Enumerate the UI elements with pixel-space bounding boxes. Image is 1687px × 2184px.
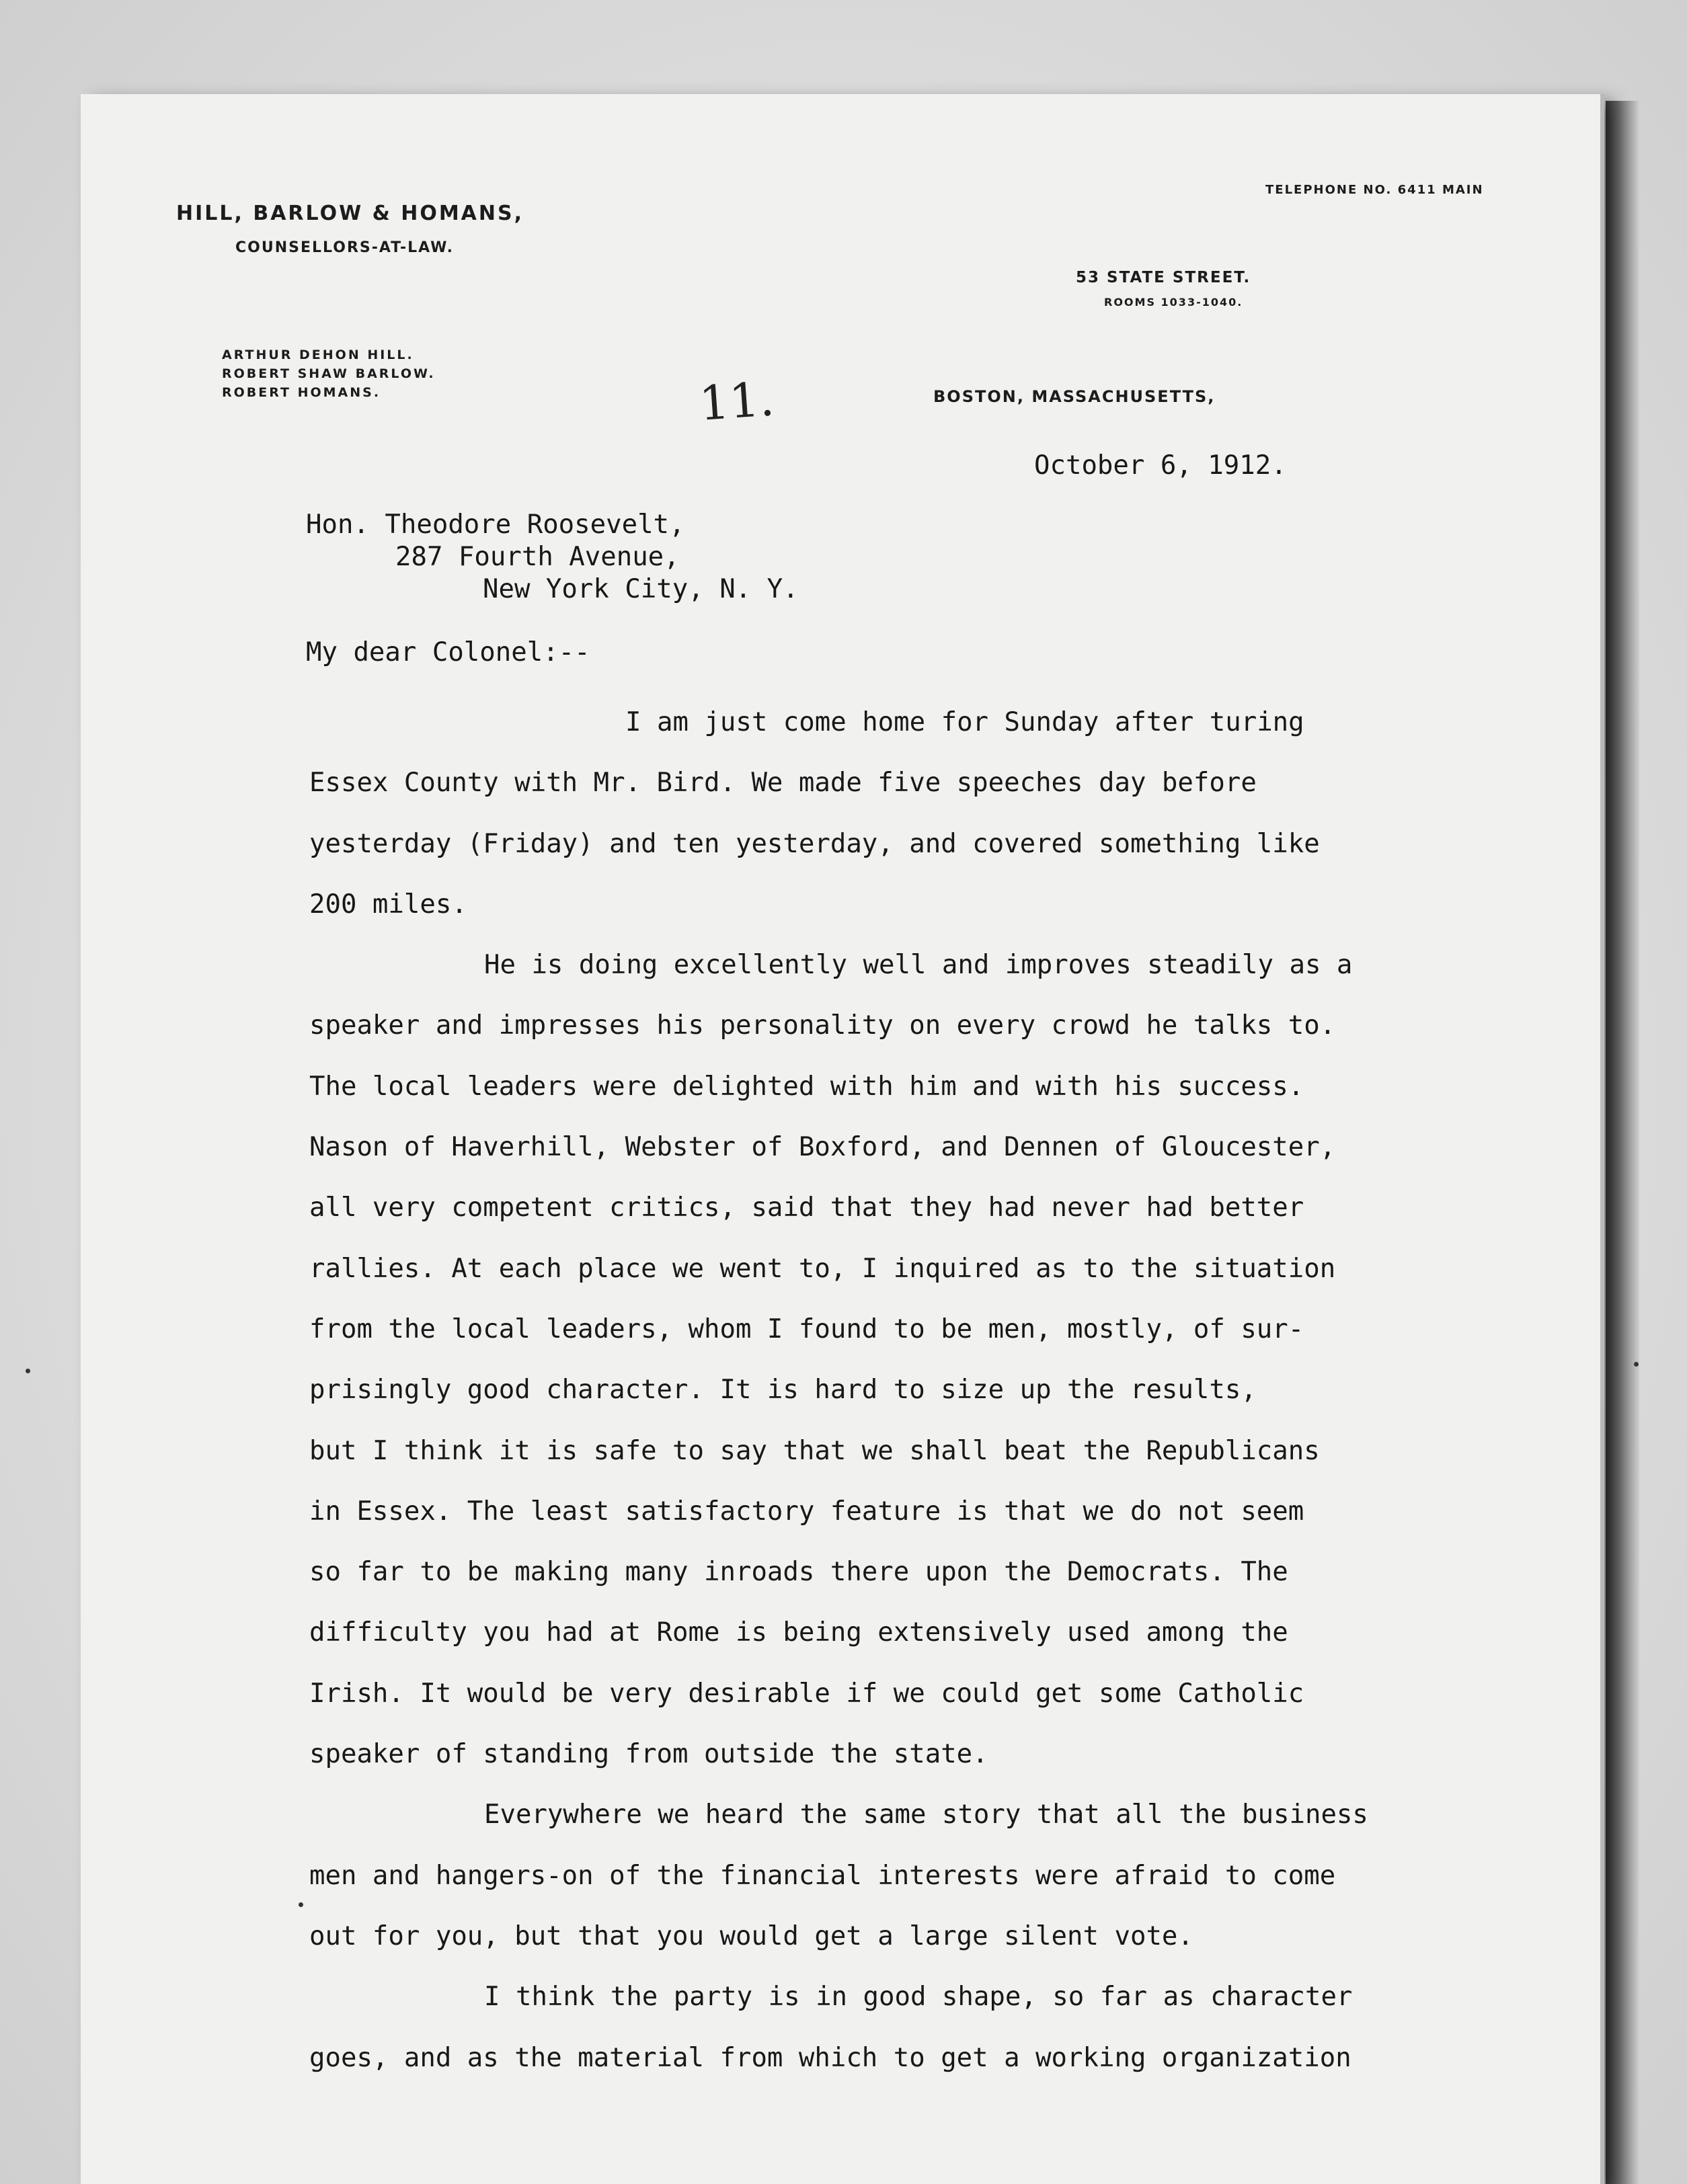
body-line: out for you, but that you would get a large silent vote. [309,1920,1193,1951]
letterhead-street: 53 STATE STREET. [1076,269,1251,286]
body-line: difficulty you had at Rome is being extensively used among the [309,1617,1288,1648]
letterhead-partners [222,346,436,402]
body-line: I think the party is in good shape, so far as character [484,1982,1353,2013]
letterhead-telephone: TELEPHONE NO. 6411 MAIN [1265,183,1484,197]
partner-name: ARTHUR DEHON HILL. [222,348,414,362]
scan-speck [26,1369,30,1373]
letterhead-city: BOSTON, MASSACHUSETTS, [933,387,1216,406]
letter-date: October 6, 1912. [1034,450,1287,481]
page-edge-shadow [1606,101,1639,2184]
body-line: The local leaders were delighted with him and with his success. [309,1071,1304,1102]
scan-speck [1634,1362,1639,1367]
body-line: yesterday (Friday) and ten yesterday, and covered something like [309,828,1320,859]
body-line: speaker and impresses his personality on every crowd he talks to. [309,1010,1336,1041]
body-line: Irish. It would be very desirable if we could get some Catholic [309,1678,1304,1709]
body-line: 200 miles. [309,889,467,920]
body-line: goes, and as the material from which to get a working organization [309,2042,1351,2073]
body-line: speaker of standing from outside the state. [309,1739,988,1770]
partner-name: ROBERT HOMANS. [222,385,381,400]
scan-speck [299,1902,303,1907]
letterhead-subtitle: COUNSELLORS-AT-LAW. [235,239,454,256]
body-line: rallies. At each place we went to, I inquired as to the situation [309,1253,1336,1284]
body-line: men and hangers-on of the financial interests were afraid to come [309,1860,1336,1891]
letter-body [309,692,1533,2089]
body-line: but I think it is safe to say that we shall beat the Republicans [309,1435,1320,1466]
body-line: prisingly good character. It is hard to size up the results, [309,1375,1257,1406]
body-line: Nason of Haverhill, Webster of Boxford, and Dennen of Gloucester, [309,1132,1336,1163]
salutation: My dear Colonel:-- [306,637,590,668]
body-line: Essex County with Mr. Bird. We made five speeches day before [309,768,1257,799]
body-line: in Essex. The least satisfactory feature is that we do not seem [309,1496,1304,1527]
recipient-city: New York City, N. Y. [483,574,799,604]
body-line: so far to be making many inroads there upon the Democrats. The [309,1557,1288,1588]
body-line: from the local leaders, whom I found to be men, mostly, of sur- [309,1313,1304,1344]
letterhead-firm-name: HILL, BARLOW & HOMANS, [176,202,524,225]
recipient-street: 287 Fourth Avenue, [395,542,680,572]
body-line: Everywhere we heard the same story that all the business [484,1799,1368,1830]
handwritten-annotation: 11. [697,371,777,432]
partner-name: ROBERT SHAW BARLOW. [222,366,436,381]
body-line: I am just come home for Sunday after turing [625,707,1304,737]
letterhead-rooms: ROOMS 1033-1040. [1104,296,1243,309]
body-line: He is doing excellently well and improves steadily as a [484,950,1353,981]
body-line: all very competent critics, said that they had never had better [309,1192,1304,1223]
recipient-name: Hon. Theodore Roosevelt, [306,510,685,540]
